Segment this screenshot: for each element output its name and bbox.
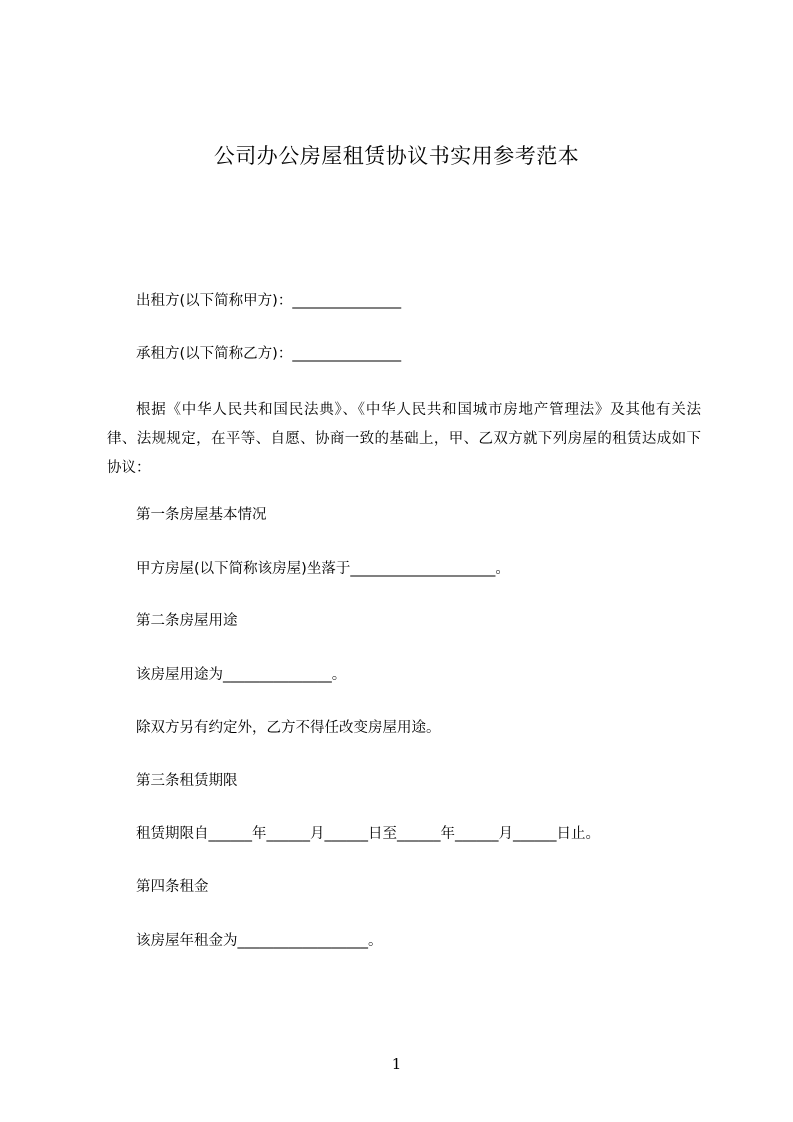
document-title: 公司办公房屋租赁协议书实用参考范本 — [213, 144, 580, 168]
article4-heading: 第四条租金 — [136, 879, 209, 895]
lessor-line: 出租方(以下简称甲方)：_______________ — [136, 293, 402, 309]
article1-text: 甲方房屋(以下简称该房屋)坐落于____________________。 — [136, 561, 510, 577]
article4-text: 该房屋年租金为__________________。 — [136, 933, 383, 949]
page-number: 1 — [391, 1055, 402, 1073]
article3-heading: 第三条租赁期限 — [136, 773, 238, 789]
article2-text2: 除双方另有约定外，乙方不得任改变房屋用途。 — [136, 720, 441, 736]
article2-heading: 第二条房屋用途 — [136, 613, 238, 629]
article1-heading: 第一条房屋基本情况 — [136, 507, 267, 523]
article3-text: 租赁期限自______年______月______日至______年______月______日止。 — [136, 826, 600, 842]
article2-text1: 该房屋用途为_______________。 — [136, 667, 347, 683]
preamble-paragraph: 根据《中华人民共和国民法典》、《中华人民共和国城市房地产管理法》及其他有关法律、法规规定，在平等、自愿、协商一致的基础上，甲、乙双方就下列房屋的租赁达成如下协议： — [107, 402, 701, 476]
lessee-line: 承租方(以下简称乙方)：_______________ — [136, 346, 402, 362]
